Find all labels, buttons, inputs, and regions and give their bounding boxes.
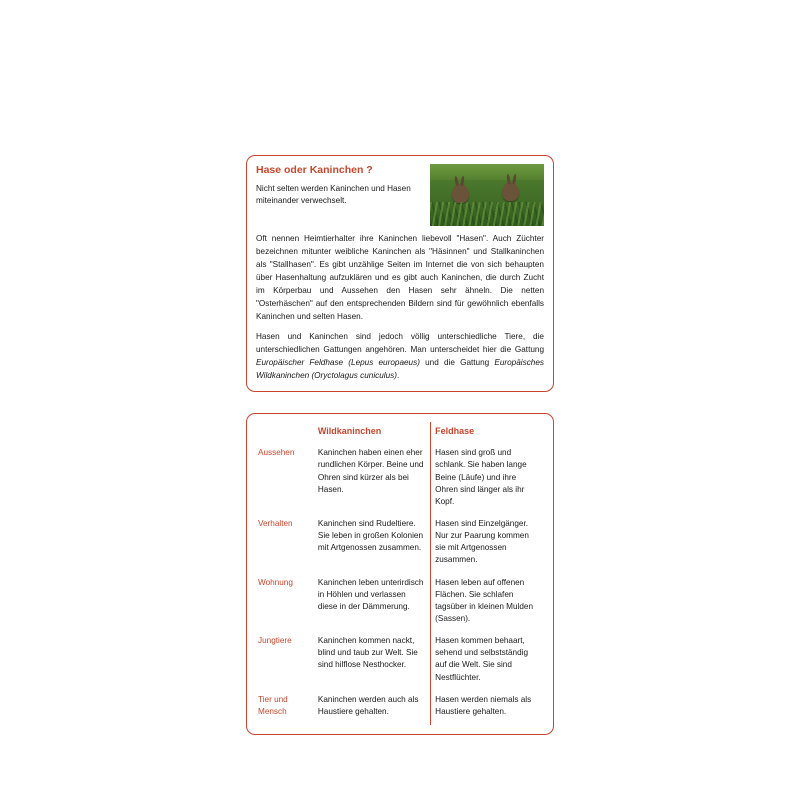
table-row (254, 515, 546, 574)
paragraph-2-text-part-2: und die Gattung (419, 357, 495, 367)
row-label-wohnung: Wohnung (258, 577, 293, 587)
cell-jungtiere-feldhase: Hasen kommen behaart, sehend und selbstständig auf die Welt. Sie sind Nestflüchter. (435, 636, 529, 682)
hares-photo (430, 164, 544, 226)
genus-feldhase-latin: Europäischer Feldhase (Lepus europaeus) (256, 357, 420, 367)
genus-wildkaninchen-latin: Europäisches Wildkaninchen (Oryctolagus cuniculus) (256, 357, 544, 380)
row-label-tier-und-mensch: Tier und Mensch (258, 694, 288, 716)
cell-verhalten-feldhase: Hasen sind Einzelgänger. Nur zur Paarung kommen sie mit Artgenossen zusammen. (435, 519, 529, 565)
info-card-paragraph-2 (256, 331, 544, 383)
comparison-table-body (254, 444, 546, 725)
table-row (254, 574, 546, 633)
comparison-table (254, 422, 546, 725)
cell-wohnung-feldhase: Hasen leben auf offenen Flächen. Sie schlafen tagsüber in kleinen Mulden (Sassen). (435, 577, 534, 623)
cell-tier-und-mensch-feldhase: Hasen werden niemals als Haustiere gehalten. (435, 694, 532, 716)
photo-grass-background (430, 164, 544, 180)
comparison-card (246, 413, 554, 735)
cell-aussehen-feldhase: Hasen sind groß und schlank. Sie haben lange Beine (Läufe) und ihre Ohren sind länger als ihr Kopf. (435, 448, 527, 506)
column-header-empty (254, 422, 314, 444)
page-title: Hase oder Kaninchen ? (256, 164, 373, 176)
column-header-feldhase: Feldhase (435, 426, 475, 436)
paragraph-2-text-part-1: Hasen und Kaninchen sind jedoch völlig unterschiedliche Tiere, die unterschiedlichen Gattungen angehören. Man unterscheidet hier die Gattung (256, 331, 544, 354)
table-row (254, 632, 546, 691)
cell-wohnung-wildkaninchen: Kaninchen leben unterirdisch in Höhlen und verlassen diese in der Dämmerung. (314, 574, 431, 633)
info-card-header-text (256, 164, 422, 208)
cell-tier-und-mensch-wildkaninchen: Kaninchen werden auch als Haustiere gehalten. (314, 691, 431, 725)
cell-jungtiere-wildkaninchen: Kaninchen kommen nackt, blind und taub zur Welt. Sie sind hilflose Nesthocker. (314, 632, 431, 691)
info-card-header (256, 164, 544, 226)
table-header-row (254, 422, 546, 444)
row-label-aussehen: Aussehen (258, 448, 295, 458)
table-row (254, 691, 546, 725)
row-label-jungtiere: Jungtiere (258, 636, 292, 646)
paragraph-2-text-part-3: . (397, 370, 400, 380)
cell-verhalten-wildkaninchen: Kaninchen sind Rudeltiere. Sie leben in großen Kolonien mit Artgenossen zusammen. (314, 515, 431, 574)
photo-grass-foreground (430, 202, 544, 226)
info-card-lead: Nicht selten werden Kaninchen und Hasen miteinander verwechselt. (256, 183, 411, 206)
hare-left-icon (452, 184, 469, 203)
cell-aussehen-wildkaninchen: Kaninchen haben einen eher rundlichen Körper. Beine und Ohren sind kürzer als bei Hasen. (314, 444, 431, 515)
info-card-paragraph-1: Oft nennen Heimtierhalter ihre Kaninchen liebevoll "Hasen". Auch Züchter bezeichnen mitunter weibliche Kaninchen als "Häsinnen" und Stallkaninchen als "Stallhasen". Es gibt unzählige Seiten im Internet die von sich behaupten über Hasenhaltung aufzuklären und es gibt auch Kaninchen, die durch Zucht im Körperbau und Aussehen den Hasen sehr ähneln. Die netten "Osterhäschen" auf den entsprechenden Bildern sind für gewöhnlich ebenfalls Kaninchen und selten Hasen. (256, 234, 544, 321)
table-row (254, 444, 546, 515)
row-label-verhalten: Verhalten (258, 519, 293, 529)
hare-right-icon (502, 182, 519, 201)
info-card (246, 155, 554, 392)
column-header-wildkaninchen: Wildkaninchen (314, 422, 431, 444)
comparison-table-head (254, 422, 546, 444)
